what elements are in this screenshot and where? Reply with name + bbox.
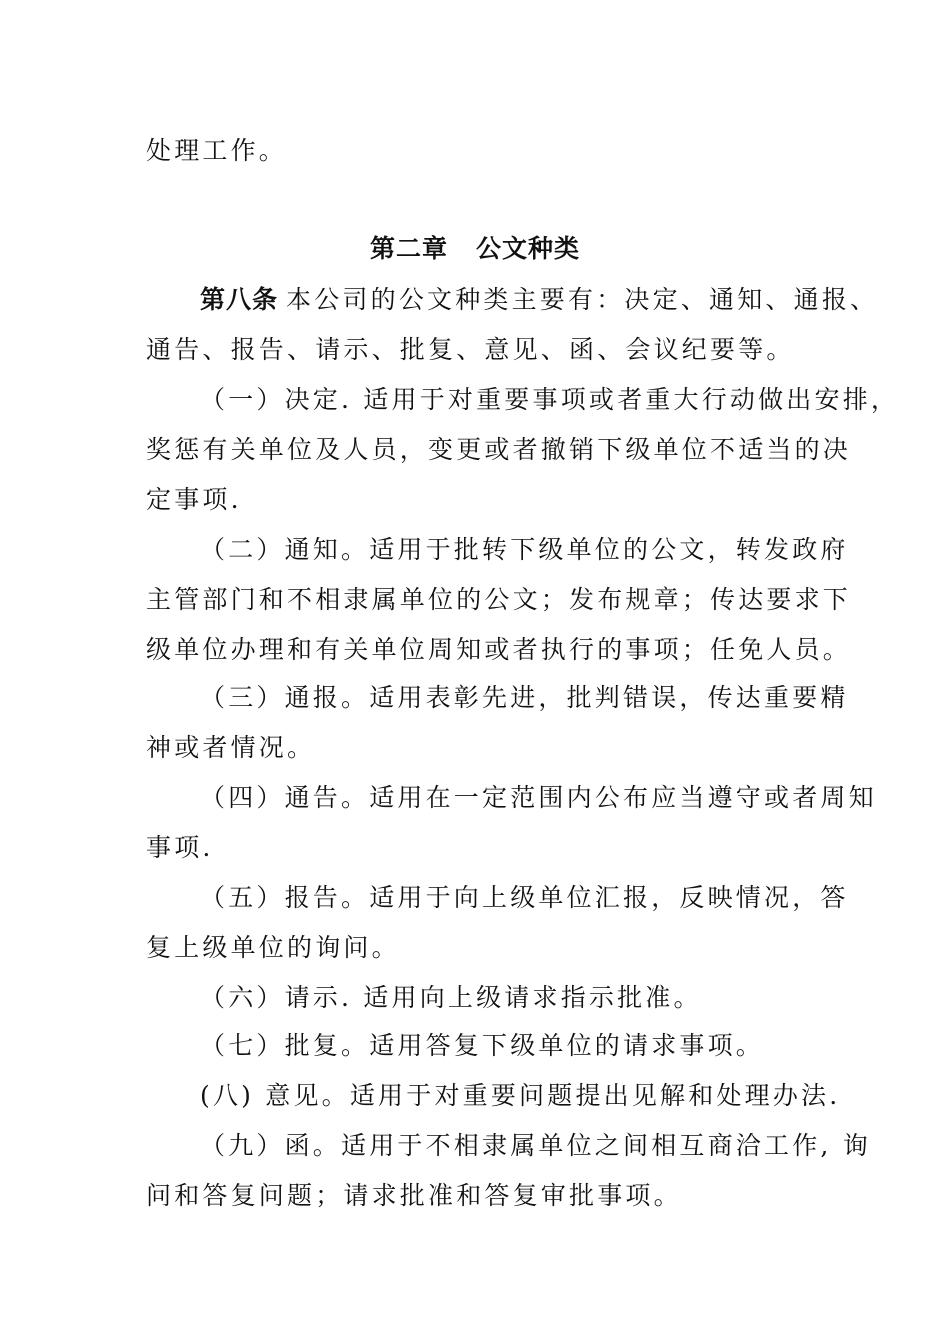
item-line: （二）通知。适用于批转下级单位的公文，转发政府 <box>200 535 849 564</box>
chapter-title: 公文种类 <box>476 234 581 263</box>
item-line: 问和答复问题；请求批准和答复审批事项。 <box>146 1181 682 1210</box>
item-line: （一）决定. 适用于对重要事项或者重大行动做出安排， <box>200 385 900 414</box>
chapter-heading <box>0 232 950 266</box>
chapter-number: 第二章 <box>369 234 448 263</box>
item-line: （四）通告。适用在一定范围内公布应当遵守或者周知 <box>200 783 877 812</box>
item-line: （七）批复。适用答复下级单位的请求事项。 <box>200 1031 765 1060</box>
article-intro-line: 通告、报告、请示、批复、意见、函、会议纪要等。 <box>146 335 795 364</box>
item-line: 级单位办理和有关单位周知或者执行的事项；任免人员。 <box>146 635 852 664</box>
item-line: 奖惩有关单位及人员，变更或者撤销下级单位不适当的决 <box>146 435 852 464</box>
item-line: 复上级单位的询问。 <box>146 933 400 962</box>
article-intro-line: 第八条 本公司的公文种类主要有：决定、通知、通报、 <box>200 285 879 314</box>
item-line: （五）报告。适用于向上级单位汇报，反映情况，答 <box>200 883 849 912</box>
item-line: （九）函。适用于不相隶属单位之间相互商洽工作, 询 <box>200 1131 871 1160</box>
item-line: （三）通报。适用表彰先进，批判错误，传达重要精 <box>200 683 849 712</box>
item-line: （六）请示. 适用向上级请求指示批准。 <box>200 983 702 1012</box>
item-line: 事项. <box>146 833 214 862</box>
article-label: 第八条 <box>200 285 279 314</box>
item-line: 神或者情况。 <box>146 733 316 762</box>
item-line: 主管部门和不相隶属单位的公文；发布规章；传达要求下 <box>146 585 852 614</box>
item-line: (八) 意见。适用于对重要问题提出见解和处理办法. <box>200 1081 841 1110</box>
item-line: 定事项. <box>146 485 242 514</box>
preceding-text: 处理工作。 <box>146 136 288 165</box>
